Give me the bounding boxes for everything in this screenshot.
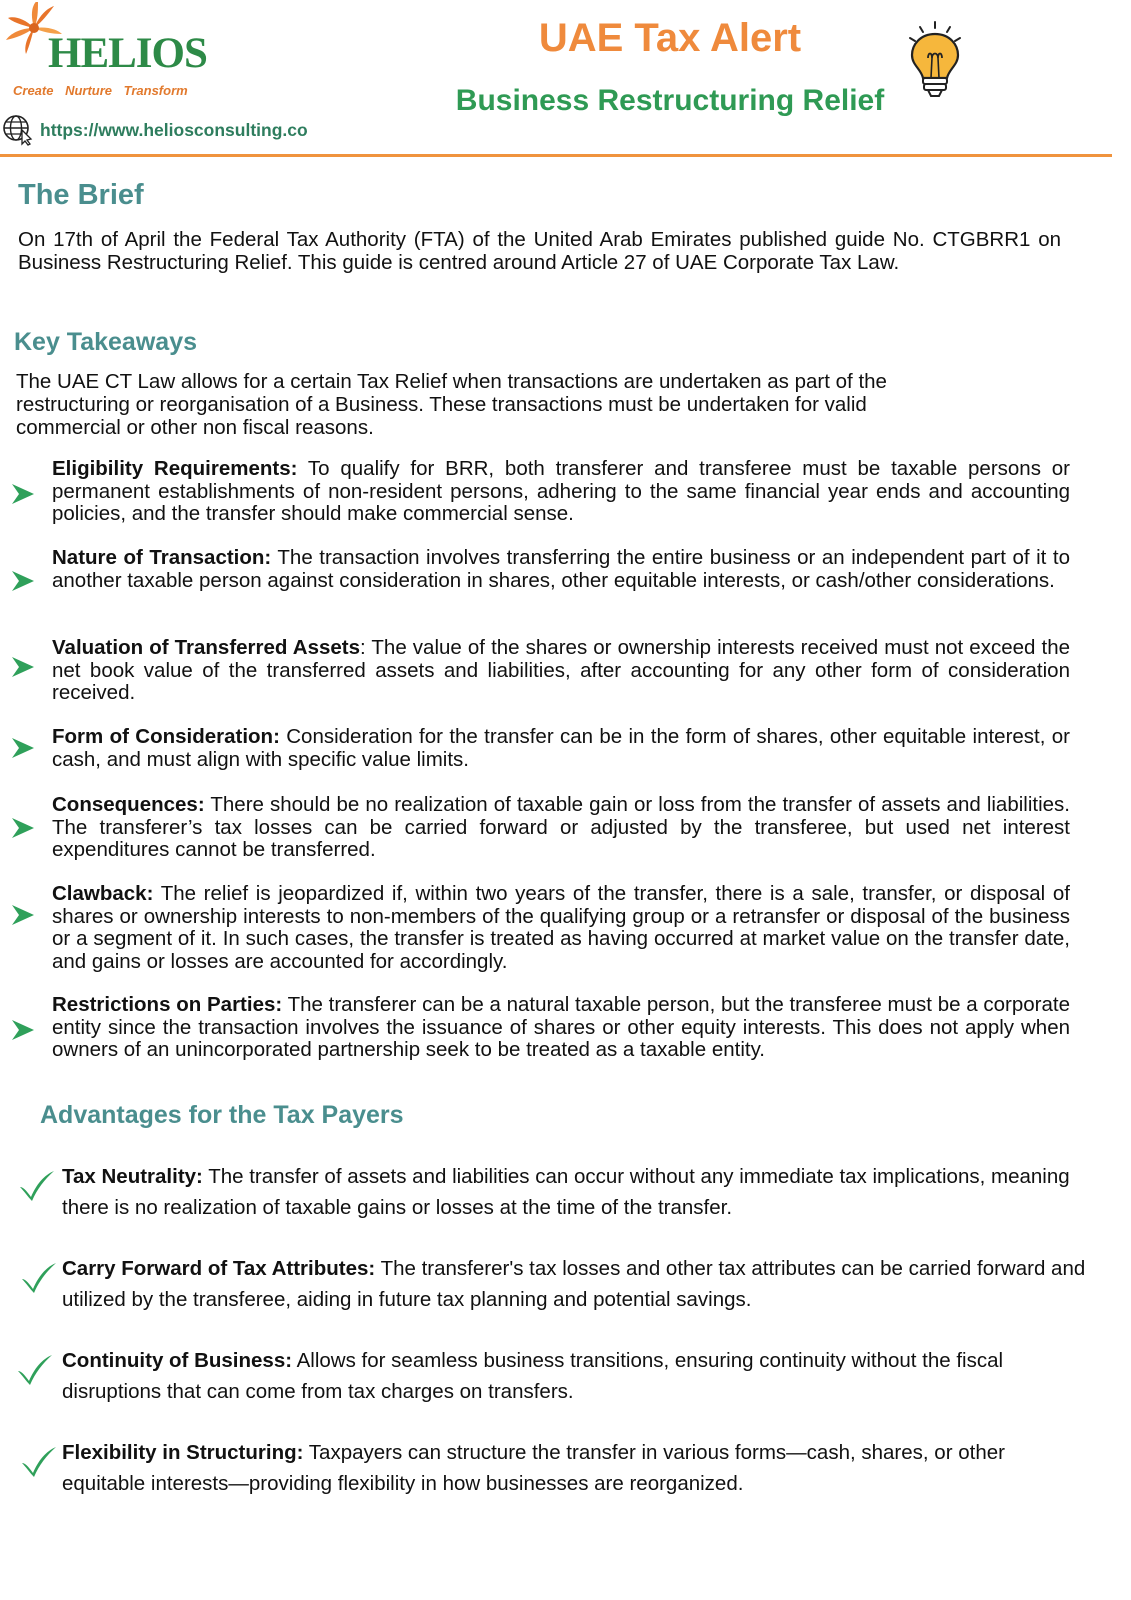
lightbulb-icon (902, 18, 972, 100)
page-subtitle: Business Restructuring Relief (455, 84, 885, 117)
logo-wordmark: HELIOS (48, 30, 207, 77)
takeaway-body: There should be no realization of taxable gain or loss from the transfer of assets and liabilities. The transferer’s tax losses can be carried forward or adjusted by the transferee, but used net interest expenditures cannot be transferred. (52, 793, 1070, 861)
advantage-title: Carry Forward of Tax Attributes: (62, 1257, 376, 1280)
advantage-body: The transferer's tax losses and other tax attributes can be carried forward and utilized by the transferee, aiding in future tax planning and potential savings. (62, 1257, 1086, 1311)
takeaway-title: Eligibility Requirements: (52, 457, 298, 480)
takeaway-title: Clawback: (52, 882, 154, 905)
takeaway-body: Consideration for the transfer can be in the form of shares, other equitable interest, or cash, and must align with specific value limits. (52, 725, 1070, 771)
page-title: UAE Tax Alert (538, 16, 802, 60)
advantage-title: Tax Neutrality: (62, 1165, 203, 1188)
takeaway-text (52, 994, 1070, 1062)
takeaway-body: To qualify for BRR, both transferer and transferee must be taxable persons or permanent establishments of non-resident persons, adhering to the same financial year ends and accounting policies, and the transfer should make commercial sense. (52, 457, 1070, 525)
takeaway-text (52, 458, 1070, 526)
key-takeaways-heading: Key Takeaways (14, 328, 197, 356)
arrow-bullet-icon (10, 736, 36, 760)
takeaway-body: The relief is jeopardized if, within two years of the transfer, there is a sale, transfer, or disposal of shares or ownership interests to non-members of the qualifying group or a retransfer or disposal of the business or a segment of it. In such cases, the transfer is treated as having occurred at market value on the transfer date, and gains or losses are accounted for accordingly. (52, 882, 1070, 973)
takeaway-body: The transaction involves transferring the entire business or an independent part of it to another taxable person against consideration in shares, other equitable interests, or cash/other considerations. (52, 546, 1070, 592)
arrow-bullet-icon (10, 816, 36, 840)
logo-tagline: Create Nurture Transform (13, 83, 188, 98)
arrow-bullet-icon (10, 569, 36, 593)
arrow-bullet-icon (10, 655, 36, 679)
checkmark-icon (20, 1261, 58, 1295)
takeaway-title: Valuation of Transferred Assets (52, 636, 360, 659)
arrow-bullet-icon (10, 903, 36, 927)
key-takeaways-intro: The UAE CT Law allows for a certain Tax Relief when transactions are undertaken as part of the restructuring or reorganisation of a Business. These transactions must be undertaken for valid commercial or other non fiscal reasons. (16, 370, 887, 439)
takeaway-text (52, 547, 1070, 592)
advantage-title: Flexibility in Structuring: (62, 1441, 304, 1464)
takeaway-text (52, 637, 1070, 705)
takeaway-body: The transferer can be a natural taxable person, but the transferee must be a corporate entity since the transaction involves the issuance of shares or other equity interests. This does not apply when owners of an unincorporated partnership seek to be treated as a taxable entity. (52, 993, 1070, 1061)
takeaway-title: Restrictions on Parties: (52, 993, 283, 1016)
checkmark-icon (20, 1445, 58, 1479)
advantage-text (62, 1161, 1092, 1223)
takeaway-title: Nature of Transaction: (52, 546, 272, 569)
advantage-title: Continuity of Business: (62, 1349, 293, 1372)
brief-text: On 17th of April the Federal Tax Authority (FTA) of the United Arab Emirates published guide No. CTGBRR1 on Business Restructuring Relief. This guide is centred around Article 27 of UAE Corporate Tax Law. (18, 228, 1061, 274)
advantage-body: Allows for seamless business transitions, ensuring continuity without the fiscal disruptions that can come from tax charges on transfers. (62, 1349, 1004, 1403)
advantage-text (62, 1345, 1092, 1407)
brief-heading: The Brief (18, 179, 144, 211)
takeaway-title: Form of Consideration: (52, 725, 280, 748)
advantages-heading: Advantages for the Tax Payers (40, 1101, 404, 1129)
checkmark-icon (18, 1169, 56, 1203)
checkmark-icon (16, 1353, 54, 1387)
header-divider (0, 154, 1112, 157)
advantage-body: Taxpayers can structure the transfer in various forms—cash, shares, or other equitable interests—providing flexibility in how businesses are reorganized. (62, 1441, 1005, 1495)
advantage-body: The transfer of assets and liabilities can occur without any immediate tax implications, meaning there is no realization of taxable gains or losses at the time of the transfer. (62, 1165, 1070, 1219)
takeaway-text (52, 794, 1070, 862)
takeaway-text (52, 883, 1070, 973)
advantage-text (62, 1253, 1092, 1315)
takeaway-text (52, 726, 1070, 771)
arrow-bullet-icon (10, 482, 36, 506)
website-link[interactable]: https://www.heliosconsulting.co (40, 120, 308, 140)
takeaway-title: Consequences: (52, 793, 205, 816)
globe-cursor-icon (2, 114, 34, 146)
advantage-text (62, 1437, 1092, 1499)
takeaway-body: : The value of the shares or ownership interests received must not exceed the net book value of the transferred assets and liabilities, after accounting for any other form of consideration received. (52, 636, 1070, 704)
arrow-bullet-icon (10, 1018, 36, 1042)
